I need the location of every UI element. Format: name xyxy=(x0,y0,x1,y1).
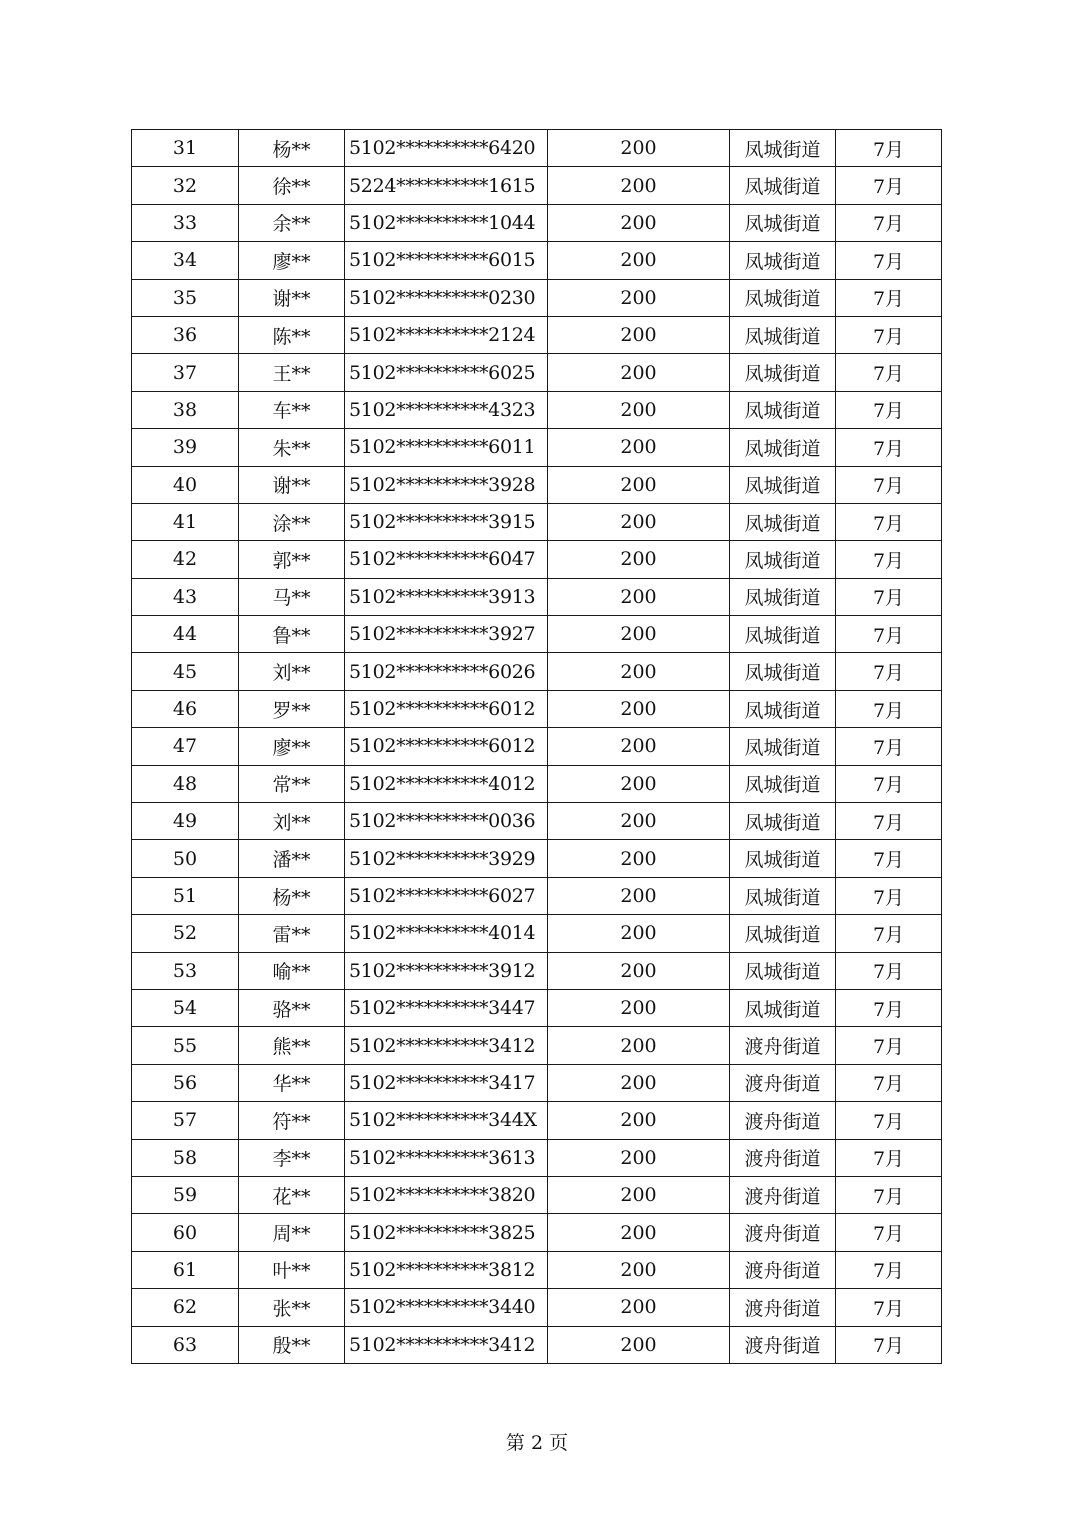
cell-id-number: 5224**********1615 xyxy=(345,167,548,204)
cell-index: 51 xyxy=(132,877,239,914)
table-row xyxy=(132,279,942,316)
cell-name: 廖** xyxy=(239,242,345,279)
cell-name: 符** xyxy=(239,1102,345,1139)
cell-street: 凤城街道 xyxy=(730,391,836,428)
cell-name: 徐** xyxy=(239,167,345,204)
table-row xyxy=(132,130,942,167)
cell-id-number: 5102**********4323 xyxy=(345,391,548,428)
cell-amount: 200 xyxy=(548,1326,730,1363)
cell-index: 42 xyxy=(132,541,239,578)
cell-street: 凤城街道 xyxy=(730,466,836,503)
cell-month: 7月 xyxy=(836,316,942,353)
cell-street: 凤城街道 xyxy=(730,616,836,653)
cell-amount: 200 xyxy=(548,915,730,952)
cell-street: 凤城街道 xyxy=(730,167,836,204)
cell-name: 华** xyxy=(239,1064,345,1101)
cell-month: 7月 xyxy=(836,242,942,279)
table-row xyxy=(132,1326,942,1363)
cell-id-number: 5102**********3440 xyxy=(345,1289,548,1326)
cell-street: 渡舟街道 xyxy=(730,1289,836,1326)
table-row xyxy=(132,840,942,877)
cell-id-number: 5102**********0230 xyxy=(345,279,548,316)
cell-id-number: 5102**********3915 xyxy=(345,503,548,540)
cell-month: 7月 xyxy=(836,391,942,428)
cell-name: 罗** xyxy=(239,690,345,727)
cell-index: 61 xyxy=(132,1251,239,1288)
table-row xyxy=(132,989,942,1026)
cell-index: 34 xyxy=(132,242,239,279)
cell-month: 7月 xyxy=(836,915,942,952)
cell-amount: 200 xyxy=(548,1214,730,1251)
cell-amount: 200 xyxy=(548,765,730,802)
cell-id-number: 5102**********344X xyxy=(345,1102,548,1139)
cell-street: 凤城街道 xyxy=(730,503,836,540)
cell-id-number: 5102**********6027 xyxy=(345,877,548,914)
cell-amount: 200 xyxy=(548,1027,730,1064)
cell-index: 45 xyxy=(132,653,239,690)
cell-month: 7月 xyxy=(836,466,942,503)
cell-month: 7月 xyxy=(836,1214,942,1251)
cell-street: 渡舟街道 xyxy=(730,1102,836,1139)
cell-month: 7月 xyxy=(836,877,942,914)
cell-street: 凤城街道 xyxy=(730,840,836,877)
cell-amount: 200 xyxy=(548,690,730,727)
cell-id-number: 5102**********6025 xyxy=(345,354,548,391)
cell-street: 渡舟街道 xyxy=(730,1139,836,1176)
cell-amount: 200 xyxy=(548,167,730,204)
table-row xyxy=(132,578,942,615)
page-number: 第 2 页 xyxy=(505,1432,569,1454)
cell-month: 7月 xyxy=(836,1251,942,1288)
cell-amount: 200 xyxy=(548,130,730,167)
cell-id-number: 5102**********3912 xyxy=(345,952,548,989)
cell-index: 36 xyxy=(132,316,239,353)
cell-month: 7月 xyxy=(836,1102,942,1139)
cell-amount: 200 xyxy=(548,952,730,989)
cell-name: 李** xyxy=(239,1139,345,1176)
table-row xyxy=(132,1214,942,1251)
cell-amount: 200 xyxy=(548,578,730,615)
cell-name: 鲁** xyxy=(239,616,345,653)
cell-month: 7月 xyxy=(836,130,942,167)
cell-street: 渡舟街道 xyxy=(730,1027,836,1064)
table-row xyxy=(132,503,942,540)
cell-street: 凤城街道 xyxy=(730,204,836,241)
table-row xyxy=(132,653,942,690)
cell-street: 凤城街道 xyxy=(730,429,836,466)
table-body xyxy=(132,130,942,1364)
cell-name: 殷** xyxy=(239,1326,345,1363)
cell-month: 7月 xyxy=(836,354,942,391)
cell-month: 7月 xyxy=(836,1027,942,1064)
cell-index: 54 xyxy=(132,989,239,1026)
table-row xyxy=(132,1102,942,1139)
cell-id-number: 5102**********3825 xyxy=(345,1214,548,1251)
cell-street: 凤城街道 xyxy=(730,877,836,914)
cell-street: 凤城街道 xyxy=(730,130,836,167)
cell-id-number: 5102**********3928 xyxy=(345,466,548,503)
cell-street: 凤城街道 xyxy=(730,728,836,765)
cell-index: 62 xyxy=(132,1289,239,1326)
table-row xyxy=(132,242,942,279)
cell-amount: 200 xyxy=(548,1251,730,1288)
cell-name: 杨** xyxy=(239,877,345,914)
cell-amount: 200 xyxy=(548,728,730,765)
cell-index: 38 xyxy=(132,391,239,428)
cell-month: 7月 xyxy=(836,1289,942,1326)
cell-amount: 200 xyxy=(548,1289,730,1326)
cell-name: 喻** xyxy=(239,952,345,989)
cell-name: 谢** xyxy=(239,466,345,503)
cell-id-number: 5102**********6420 xyxy=(345,130,548,167)
cell-id-number: 5102**********6015 xyxy=(345,242,548,279)
cell-index: 58 xyxy=(132,1139,239,1176)
cell-street: 凤城街道 xyxy=(730,952,836,989)
cell-index: 39 xyxy=(132,429,239,466)
cell-street: 渡舟街道 xyxy=(730,1326,836,1363)
cell-street: 凤城街道 xyxy=(730,653,836,690)
table-row xyxy=(132,316,942,353)
cell-street: 凤城街道 xyxy=(730,915,836,952)
table-row xyxy=(132,429,942,466)
cell-amount: 200 xyxy=(548,1102,730,1139)
cell-amount: 200 xyxy=(548,503,730,540)
cell-amount: 200 xyxy=(548,279,730,316)
cell-index: 60 xyxy=(132,1214,239,1251)
cell-street: 凤城街道 xyxy=(730,242,836,279)
cell-month: 7月 xyxy=(836,952,942,989)
cell-id-number: 5102**********3412 xyxy=(345,1326,548,1363)
table-row xyxy=(132,167,942,204)
cell-name: 涂** xyxy=(239,503,345,540)
cell-street: 凤城街道 xyxy=(730,765,836,802)
cell-index: 35 xyxy=(132,279,239,316)
cell-name: 熊** xyxy=(239,1027,345,1064)
cell-name: 朱** xyxy=(239,429,345,466)
cell-name: 陈** xyxy=(239,316,345,353)
cell-amount: 200 xyxy=(548,466,730,503)
cell-name: 马** xyxy=(239,578,345,615)
cell-amount: 200 xyxy=(548,316,730,353)
cell-index: 55 xyxy=(132,1027,239,1064)
cell-id-number: 5102**********4012 xyxy=(345,765,548,802)
cell-index: 37 xyxy=(132,354,239,391)
cell-amount: 200 xyxy=(548,429,730,466)
cell-id-number: 5102**********6012 xyxy=(345,728,548,765)
cell-month: 7月 xyxy=(836,616,942,653)
cell-name: 刘** xyxy=(239,803,345,840)
table-row xyxy=(132,728,942,765)
table-row xyxy=(132,877,942,914)
cell-street: 凤城街道 xyxy=(730,989,836,1026)
cell-amount: 200 xyxy=(548,989,730,1026)
cell-month: 7月 xyxy=(836,765,942,802)
table-row xyxy=(132,1139,942,1176)
table-row xyxy=(132,466,942,503)
cell-index: 57 xyxy=(132,1102,239,1139)
cell-name: 雷** xyxy=(239,915,345,952)
cell-month: 7月 xyxy=(836,1326,942,1363)
cell-month: 7月 xyxy=(836,989,942,1026)
data-table xyxy=(131,129,942,1364)
cell-street: 凤城街道 xyxy=(730,316,836,353)
cell-name: 郭** xyxy=(239,541,345,578)
cell-id-number: 5102**********6011 xyxy=(345,429,548,466)
cell-name: 周** xyxy=(239,1214,345,1251)
cell-month: 7月 xyxy=(836,1064,942,1101)
cell-street: 渡舟街道 xyxy=(730,1176,836,1213)
cell-index: 56 xyxy=(132,1064,239,1101)
cell-index: 32 xyxy=(132,167,239,204)
cell-amount: 200 xyxy=(548,840,730,877)
cell-month: 7月 xyxy=(836,167,942,204)
cell-month: 7月 xyxy=(836,204,942,241)
cell-month: 7月 xyxy=(836,279,942,316)
cell-street: 渡舟街道 xyxy=(730,1251,836,1288)
cell-name: 张** xyxy=(239,1289,345,1326)
cell-amount: 200 xyxy=(548,616,730,653)
cell-id-number: 5102**********3929 xyxy=(345,840,548,877)
cell-id-number: 5102**********1044 xyxy=(345,204,548,241)
cell-month: 7月 xyxy=(836,653,942,690)
cell-month: 7月 xyxy=(836,803,942,840)
table-row xyxy=(132,1251,942,1288)
cell-amount: 200 xyxy=(548,877,730,914)
cell-id-number: 5102**********3913 xyxy=(345,578,548,615)
cell-month: 7月 xyxy=(836,728,942,765)
cell-index: 49 xyxy=(132,803,239,840)
cell-id-number: 5102**********6026 xyxy=(345,653,548,690)
table-row xyxy=(132,1289,942,1326)
cell-index: 53 xyxy=(132,952,239,989)
table-row xyxy=(132,354,942,391)
cell-id-number: 5102**********2124 xyxy=(345,316,548,353)
cell-street: 凤城街道 xyxy=(730,354,836,391)
cell-street: 凤城街道 xyxy=(730,279,836,316)
table-row xyxy=(132,915,942,952)
cell-month: 7月 xyxy=(836,429,942,466)
cell-index: 31 xyxy=(132,130,239,167)
cell-id-number: 5102**********6012 xyxy=(345,690,548,727)
cell-id-number: 5102**********3417 xyxy=(345,1064,548,1101)
cell-amount: 200 xyxy=(548,653,730,690)
table-row xyxy=(132,391,942,428)
cell-name: 刘** xyxy=(239,653,345,690)
cell-id-number: 5102**********3412 xyxy=(345,1027,548,1064)
cell-month: 7月 xyxy=(836,1139,942,1176)
cell-name: 王** xyxy=(239,354,345,391)
cell-id-number: 5102**********3820 xyxy=(345,1176,548,1213)
cell-street: 渡舟街道 xyxy=(730,1064,836,1101)
cell-month: 7月 xyxy=(836,1176,942,1213)
cell-amount: 200 xyxy=(548,541,730,578)
table-row xyxy=(132,541,942,578)
cell-index: 50 xyxy=(132,840,239,877)
cell-name: 谢** xyxy=(239,279,345,316)
cell-amount: 200 xyxy=(548,803,730,840)
table-row xyxy=(132,616,942,653)
cell-month: 7月 xyxy=(836,840,942,877)
cell-id-number: 5102**********3812 xyxy=(345,1251,548,1288)
cell-amount: 200 xyxy=(548,204,730,241)
cell-id-number: 5102**********0036 xyxy=(345,803,548,840)
cell-index: 63 xyxy=(132,1326,239,1363)
cell-month: 7月 xyxy=(836,690,942,727)
table-row xyxy=(132,952,942,989)
cell-index: 52 xyxy=(132,915,239,952)
cell-index: 33 xyxy=(132,204,239,241)
cell-id-number: 5102**********3927 xyxy=(345,616,548,653)
table-row xyxy=(132,803,942,840)
cell-name: 花** xyxy=(239,1176,345,1213)
cell-name: 杨** xyxy=(239,130,345,167)
cell-amount: 200 xyxy=(548,242,730,279)
cell-amount: 200 xyxy=(548,391,730,428)
cell-index: 48 xyxy=(132,765,239,802)
cell-index: 44 xyxy=(132,616,239,653)
cell-street: 凤城街道 xyxy=(730,578,836,615)
cell-name: 车** xyxy=(239,391,345,428)
table-row xyxy=(132,1176,942,1213)
cell-month: 7月 xyxy=(836,541,942,578)
cell-name: 廖** xyxy=(239,728,345,765)
cell-index: 43 xyxy=(132,578,239,615)
cell-index: 46 xyxy=(132,690,239,727)
table-row xyxy=(132,204,942,241)
cell-index: 40 xyxy=(132,466,239,503)
cell-amount: 200 xyxy=(548,354,730,391)
cell-street: 凤城街道 xyxy=(730,803,836,840)
cell-amount: 200 xyxy=(548,1139,730,1176)
cell-month: 7月 xyxy=(836,578,942,615)
cell-street: 凤城街道 xyxy=(730,690,836,727)
table-row xyxy=(132,1027,942,1064)
cell-name: 骆** xyxy=(239,989,345,1026)
cell-month: 7月 xyxy=(836,503,942,540)
cell-name: 叶** xyxy=(239,1251,345,1288)
cell-index: 41 xyxy=(132,503,239,540)
cell-amount: 200 xyxy=(548,1064,730,1101)
cell-index: 59 xyxy=(132,1176,239,1213)
cell-street: 凤城街道 xyxy=(730,541,836,578)
cell-name: 潘** xyxy=(239,840,345,877)
cell-id-number: 5102**********6047 xyxy=(345,541,548,578)
cell-id-number: 5102**********4014 xyxy=(345,915,548,952)
table-row xyxy=(132,765,942,802)
cell-id-number: 5102**********3613 xyxy=(345,1139,548,1176)
cell-street: 渡舟街道 xyxy=(730,1214,836,1251)
cell-index: 47 xyxy=(132,728,239,765)
table-row xyxy=(132,1064,942,1101)
cell-name: 常** xyxy=(239,765,345,802)
cell-id-number: 5102**********3447 xyxy=(345,989,548,1026)
table-row xyxy=(132,690,942,727)
cell-amount: 200 xyxy=(548,1176,730,1213)
cell-name: 余** xyxy=(239,204,345,241)
